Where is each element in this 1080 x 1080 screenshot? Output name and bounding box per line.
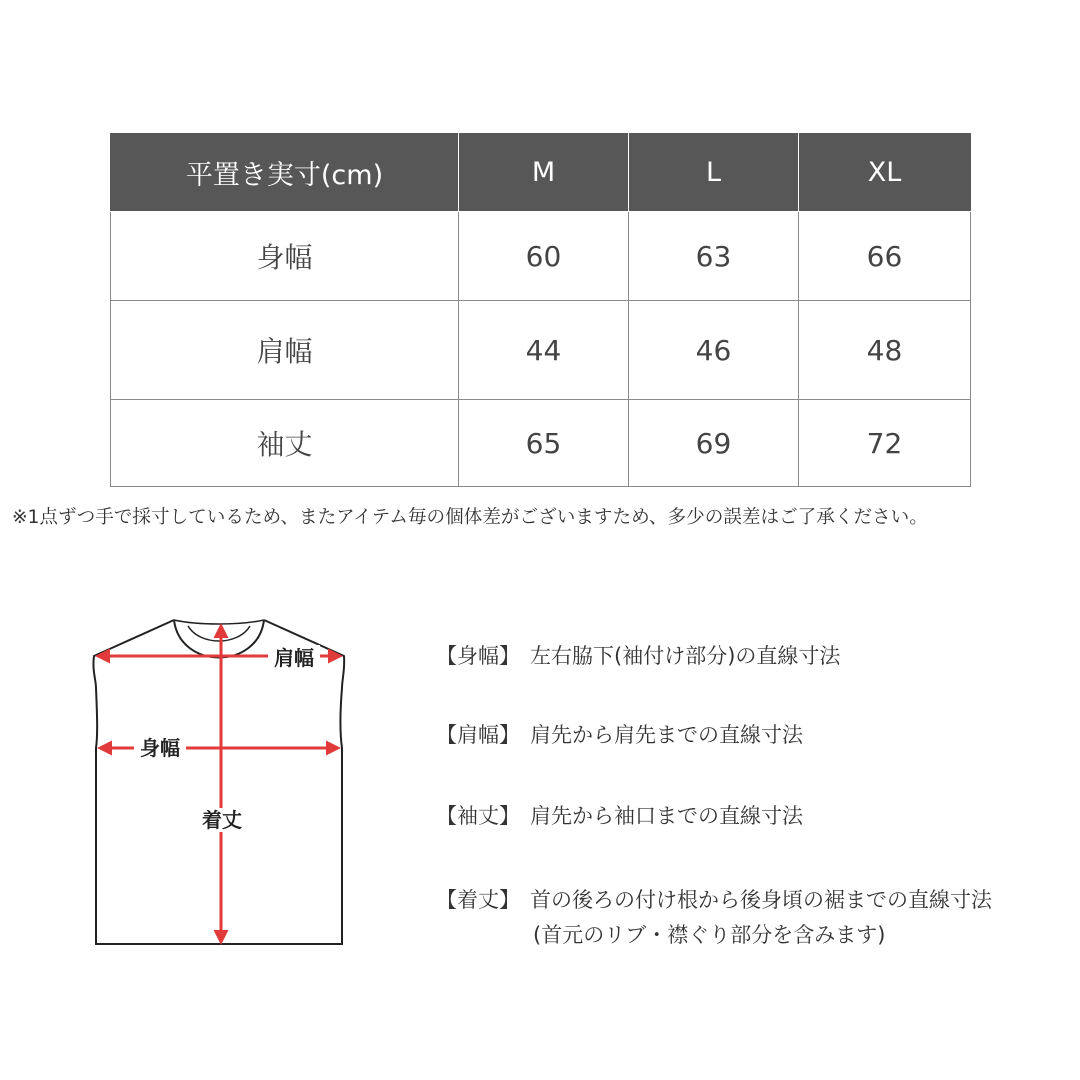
cell-value: 60 [459, 212, 629, 301]
header-size-m: M [459, 134, 629, 212]
legend-text: 肩先から肩先までの直線寸法 [530, 723, 803, 747]
header-size-l: L [629, 134, 799, 212]
table-row [111, 400, 971, 487]
legend-item-shoulder-width [436, 719, 803, 749]
legend-text: 左右脇下(袖付け部分)の直線寸法 [530, 644, 841, 668]
row-label: 身幅 [111, 212, 459, 301]
table-header-row [111, 134, 971, 212]
header-size-xl: XL [799, 134, 971, 212]
garment-diagram [88, 612, 358, 956]
row-label: 肩幅 [111, 301, 459, 400]
legend-item-body-width [436, 640, 840, 670]
size-table [110, 133, 971, 487]
legend-item-sleeve-length [436, 800, 803, 830]
width-label: 身幅 [140, 736, 180, 760]
length-label: 着丈 [202, 808, 242, 832]
legend-key: 【身幅】 [436, 644, 520, 668]
cell-value: 72 [799, 400, 971, 487]
cell-value: 66 [799, 212, 971, 301]
collar-inner [188, 626, 250, 641]
header-measure: 平置き実寸(cm) [111, 134, 459, 212]
cell-value: 48 [799, 301, 971, 400]
legend-item-total-length [436, 884, 992, 914]
cell-value: 69 [629, 400, 799, 487]
cell-value: 65 [459, 400, 629, 487]
legend-key: 【肩幅】 [436, 723, 520, 747]
shoulder-label: 肩幅 [274, 646, 314, 670]
legend-text: 肩先から袖口までの直線寸法 [530, 804, 803, 828]
collar-outer [174, 620, 264, 658]
cell-value: 63 [629, 212, 799, 301]
measurement-note: ※1点ずつ手で採寸しているため、またアイテム毎の個体差がございますため、多少の誤差はご了承ください。 [12, 507, 928, 528]
legend-text: 首の後ろの付け根から後身頃の裾までの直線寸法 [530, 888, 992, 912]
cell-value: 46 [629, 301, 799, 400]
legend-key: 【着丈】 [436, 888, 520, 912]
tank-top-illustration [88, 612, 358, 952]
cell-value: 44 [459, 301, 629, 400]
table-row [111, 301, 971, 400]
table-row [111, 212, 971, 301]
legend-subnote: (首元のリブ・襟ぐり部分を含みます) [533, 923, 886, 947]
row-label: 袖丈 [111, 400, 459, 487]
legend-key: 【袖丈】 [436, 804, 520, 828]
